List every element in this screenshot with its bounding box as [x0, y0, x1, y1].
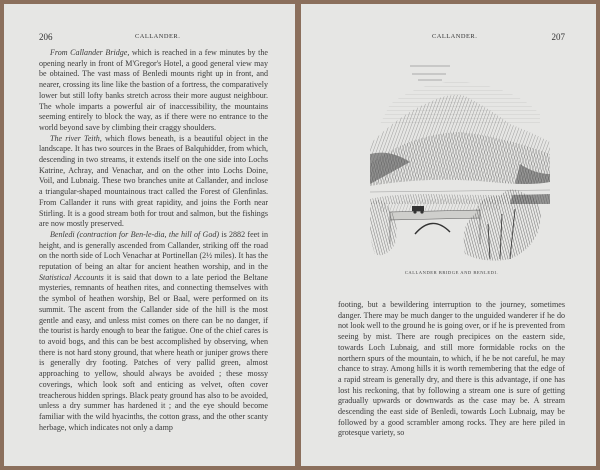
engraving-illustration: [370, 54, 550, 266]
running-head-title: CALLANDER.: [135, 33, 181, 40]
page-number: 206: [39, 32, 53, 42]
paragraph: footing, but a bewildering interruption to the journey, sometimes danger. There may be much danger to the unguided wanderer if he do not look well to the ground he is going over, or if he is prevented from seeing by mist. There are rough precipices on the eastern side, towards Loch Lubnaig, and still more formidable rocks on the northern spurs of the mountain, to which, if he be not careful, he may chance to stray. Among hills it is worth remembering that the edge of a rapid stream is generally dry, and there is this advantage, if one has lost his reckoning, that by following a stream one is sure of getting gradually upwards or downwards as the case may be. A stream descending the east side of Benledi, towards Loch Lubnaig, may be followed by a good scrambler among rocks. They are here piled in grotesque variety, so: [338, 300, 565, 438]
body-text: [39, 48, 268, 433]
italic-lead: Benledi (contraction for Ben-le-dia, the hill of God): [50, 229, 220, 239]
body-text: [338, 300, 565, 439]
running-head-title: CALLANDER.: [432, 33, 478, 40]
paragraph: From Callander Bridge, which is reached in a few minutes by the opening nearly in front of M'Gregor's Hotel, a good general view may be obtained. The vast mass of Benledi mounts right up in front, and nearer, crossing its line like the bastion of a fortress, the comparatively lower but still lofty banks stretch across their more august neighbour. The whole imparts a powerful air of inaccessibility, the mountains seeming entirely to block the way, as if there were no entrance to the world beyond save by climbing their craggy shoulders.: [39, 48, 268, 132]
italic-lead: The river Teith,: [50, 133, 102, 143]
paragraph: The river Teith, which flows beneath, is a beautiful object in the landscape. It has two sources in the Braes of Balquhidder, from which, descending in two streams, it extends itself on the one side into Lochs Katrine, Achray, and Venachar, and on the other into Lochs Doine, Voil, and Lubnaig. These two branches unite at Callander, and inclose a triangular-shaped mountainous tract called the Forest of Glenfinlas. From Callander it runs with great rapidity, and joins the Forth near Stirling. It is a good stream both for trout and salmon, but the fishings are now mostly preserved.: [39, 133, 268, 229]
left-page: [4, 4, 295, 466]
italic-lead: From Callander Bridge,: [50, 48, 130, 57]
page-number: 207: [551, 32, 565, 42]
illustration-caption: CALLANDER BRIDGE AND BENLEDI.: [404, 270, 499, 275]
right-page: [301, 4, 596, 466]
paragraph: Benledi (contraction for Ben-le-dia, the hill of God) is 2882 feet in height, and is generally ascended from Callander, striking off the road on the north side of Loch Venachar at Portinellan (2½ miles). It has the reputation of being an altar for ancient heathen worship, and in the Statistical Accounts it is said that down to a late period the Beltane mysteries, remnants of heathen rites, and connecting themselves with the symbol of heathen worship, Bel or Baal, were performed on its summit. The ascent from the Callander side of the hill is the most gentle and easy, and unless mist comes on there can be no danger, if the tourist is hardy enough to bear the fatigue. One of the chief cares is to avoid bogs, and this can be best accomplished by observing, when there is not hard stony ground, that where heath or juniper grows there is generally dry footing. Patches of very pallid green, almost approaching to yellow, should always be avoided ; these mossy coverings, which look soft and enticing as velvet, often cover treacherous hidden springs. Black peaty ground has also to be avoided, unless a dry summer has hardened it ; and the eye should become familiar with the wild hyacinths, the cotton grass, and the other scanty herbage, which indicates not only a damp: [39, 229, 268, 432]
